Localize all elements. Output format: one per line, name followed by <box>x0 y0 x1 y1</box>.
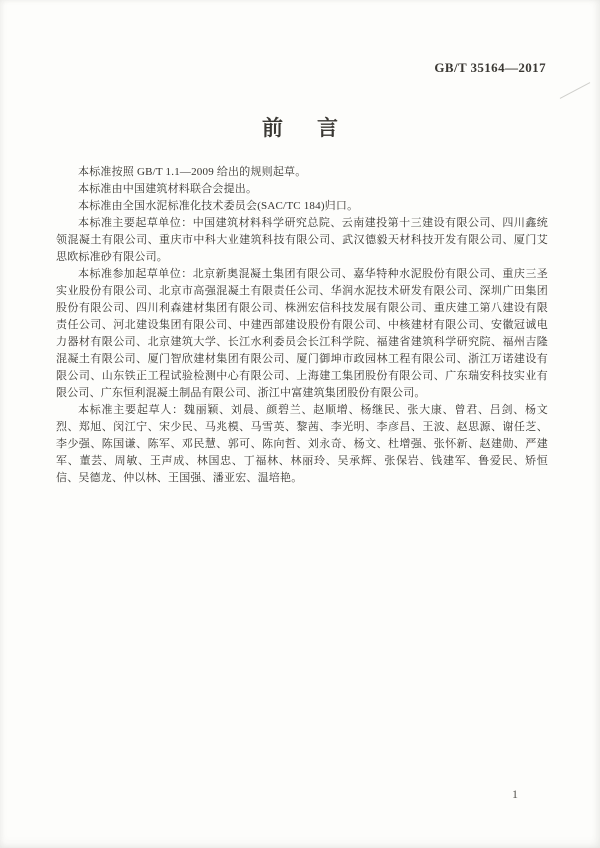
scan-artifact <box>560 82 590 99</box>
page-number: 1 <box>512 787 518 801</box>
foreword-paragraph: 本标准由全国水泥标准化技术委员会(SAC/TC 184)归口。 <box>78 200 359 212</box>
title-char-2: 言 <box>317 116 338 140</box>
page-title <box>0 112 600 142</box>
foreword-paragraph: 本标准主要起草人：魏丽颖、刘晨、颜碧兰、赵顺增、杨继民、张大康、曾君、吕剑、杨文烈、郑旭、闵江宁、宋少民、马兆模、马雪英、黎茜、李光明、李彦昌、王波、赵思源、谢任芝、李少强、陈国谦、陈军、邓民慧、郭可、陈向哲、刘永奇、杨文、杜增强、张怀新、赵建勋、严建军、董芸、周敏、王声成、林国忠、丁福林、林丽玲、吴承辉、张保岩、钱建军、鲁爱民、矫恒信、吴德龙、仲以林、王国强、潘亚宏、温培艳。 <box>56 404 548 484</box>
foreword-paragraph: 本标准参加起草单位：北京新奥混凝土集团有限公司、嘉华特种水泥股份有限公司、重庆三圣实业股份有限公司、北京市高强混凝土有限责任公司、华润水泥技术研发有限公司、深圳广田集团股份有限公司、四川利森建材集团有限公司、株洲宏信科技发展有限公司、重庆建工第八建设有限责任公司、河北建设集团有限公司、中建西部建设股份有限公司、中核建材有限公司、安徽冠诚电力器材有限公司、北京建筑大学、长江水利委员会长江科学院、福建省建筑科学研究院、福州吉隆混凝土有限公司、厦门智欣建材集团有限公司、厦门御坤市政园林工程有限公司、浙江万诺建设有限公司、山东铁正工程试验检测中心有限公司、上海建工集团股份有限公司、广东瑞安科技实业有限公司、广东恒利混凝土制品有限公司、浙江中富建筑集团股份有限公司。 <box>56 268 548 399</box>
title-char-1: 前 <box>262 116 283 140</box>
foreword-paragraph: 本标准由中国建筑材料联合会提出。 <box>78 183 258 195</box>
foreword-paragraph: 本标准主要起草单位：中国建筑材料科学研究总院、云南建投第十三建设有限公司、四川鑫统领混凝土有限公司、重庆市中科大业建筑科技有限公司、武汉德毅天材科技开发有限公司、厦门艾思欧标准砂有限公司。 <box>56 217 548 263</box>
foreword-paragraph: 本标准按照 GB/T 1.1—2009 给出的规则起草。 <box>78 166 307 178</box>
foreword-body <box>56 164 548 487</box>
standard-code-header: GB/T 35164—2017 <box>434 60 546 75</box>
